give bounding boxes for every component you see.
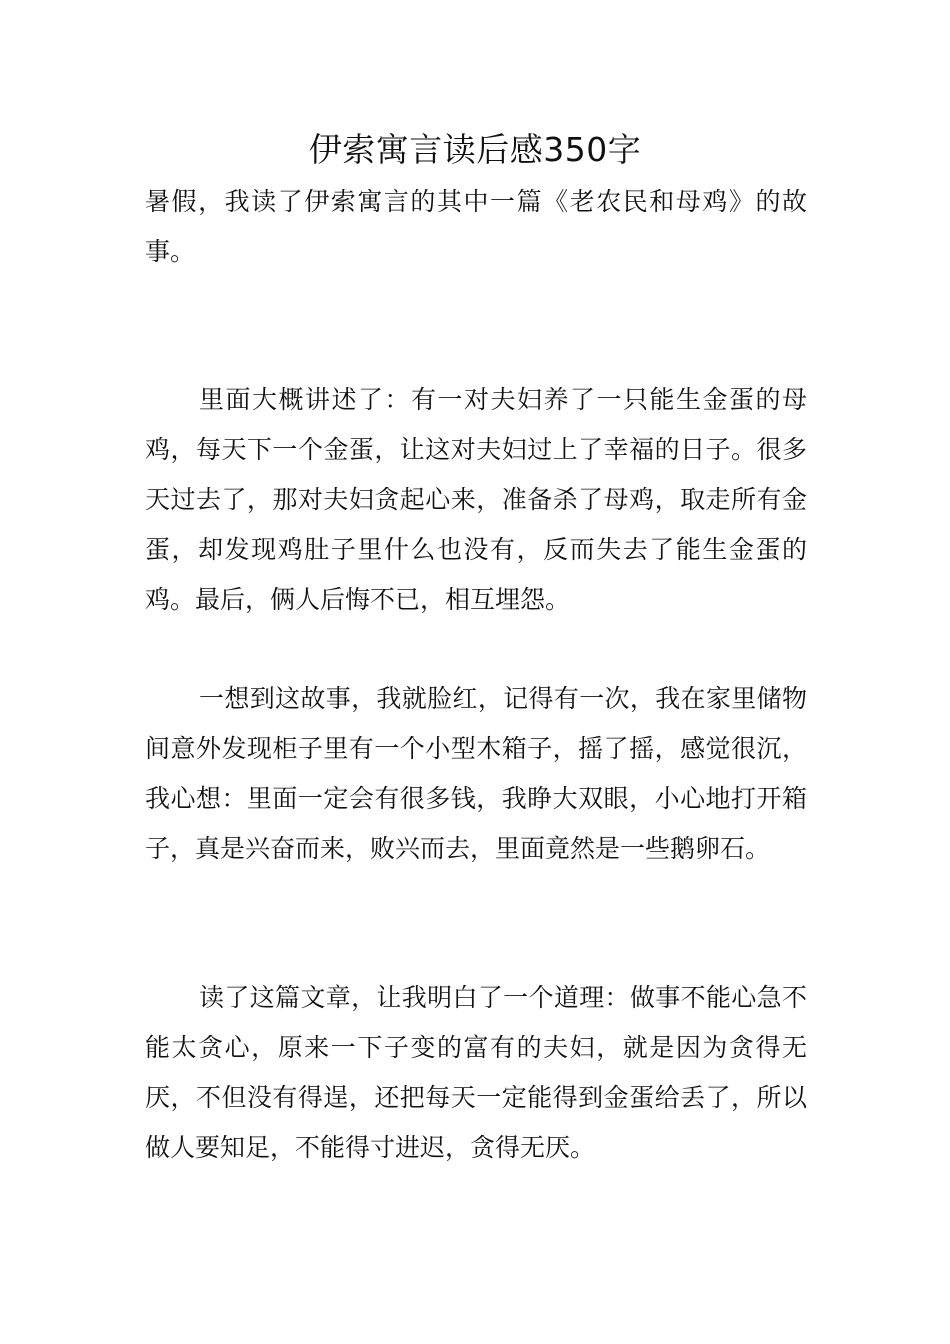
- document-title: 伊索寓言读后感350字: [308, 130, 642, 169]
- paragraph-lesson: 读了这篇文章，让我明白了一个道理：做事不能心急不能太贪心，原来一下子变的富有的夫妇，就是因为贪得无厌，不但没有得逞，还把每天一定能得到金蛋给丢了，所以做人要知足，不能得寸进迟，贪得无厌。: [145, 983, 807, 1162]
- paragraph-story: 里面大概讲述了：有一对夫妇养了一只能生金蛋的母鸡，每天下一个金蛋，让这对夫妇过上了幸福的日子。很多天过去了，那对夫妇贪起心来，准备杀了母鸡，取走所有金蛋，却发现鸡肚子里什么也没有，反而失去了能生金蛋的鸡。最后，俩人后悔不已，相互埋怨。: [145, 385, 807, 614]
- paragraph-memory: 一想到这故事，我就脸红，记得有一次，我在家里储物间意外发现柜子里有一个小型木箱子，摇了摇，感觉很沉，我心想：里面一定会有很多钱，我睁大双眼，小心地打开箱子，真是兴奋而来，败兴而去，里面竟然是一些鹅卵石。: [145, 684, 807, 863]
- paragraph-intro: 暑假，我读了伊索寓言的其中一篇《老农民和母鸡》的故事。: [145, 187, 807, 266]
